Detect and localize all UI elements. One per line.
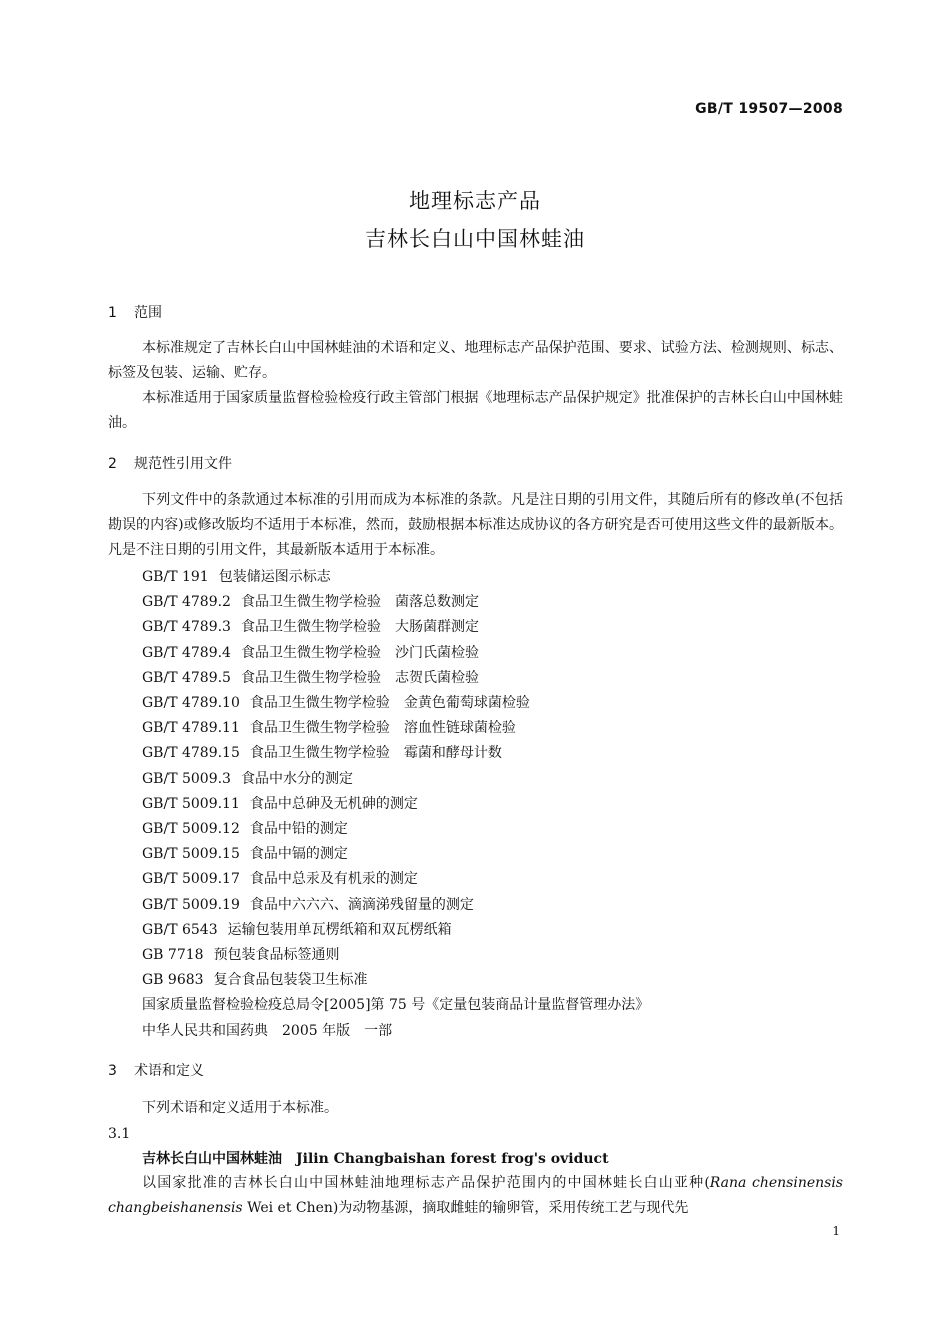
reference-code: GB/T 5009.11 <box>142 795 240 812</box>
reference-title: 食品中水分的测定 <box>240 770 353 787</box>
reference-title: 食品卫生微生物学检验 志贺氏菌检验 <box>240 669 479 686</box>
reference-item <box>142 666 649 691</box>
reference-code: GB 9683 <box>142 972 204 989</box>
term-number: 3.1 <box>108 1126 131 1142</box>
reference-code: GB/T 191 <box>142 569 209 585</box>
definition-text-2: Wei et Chen)为动物基源，摘取雌蛙的输卵管，采用传统工艺与现代先 <box>242 1200 689 1216</box>
reference-item <box>142 691 649 716</box>
reference-item <box>142 867 649 892</box>
page-number: 1 <box>832 1224 840 1238</box>
reference-code: GB/T 4789.2 <box>142 594 231 611</box>
reference-title: 食品中六六六、滴滴涕残留量的测定 <box>249 896 474 913</box>
reference-title: 食品中铅的测定 <box>249 821 348 838</box>
reference-item <box>142 817 649 842</box>
reference-code: GB/T 4789.11 <box>142 720 240 737</box>
section-3-heading <box>108 1060 204 1080</box>
reference-title: 中华人民共和国药典 2005 年版 一部 <box>142 1022 393 1039</box>
section-title: 规范性引用文件 <box>134 456 232 472</box>
reference-item <box>142 565 649 590</box>
term-title <box>142 1148 609 1168</box>
reference-code: GB/T 5009.15 <box>142 846 240 863</box>
reference-item <box>142 943 649 968</box>
reference-item <box>142 968 649 993</box>
reference-code: GB/T 5009.12 <box>142 821 240 838</box>
reference-item <box>142 918 649 943</box>
reference-title: 食品中总汞及有机汞的测定 <box>249 871 418 888</box>
reference-title: 运输包装用单瓦楞纸箱和双瓦楞纸箱 <box>227 921 452 938</box>
reference-item <box>142 641 649 666</box>
section-1-heading <box>108 302 162 322</box>
reference-item <box>142 741 649 766</box>
section-number: 2 <box>108 456 117 472</box>
reference-title: 食品中镉的测定 <box>249 846 348 863</box>
reference-title: 食品卫生微生物学检验 大肠菌群测定 <box>240 619 479 636</box>
reference-title: 食品卫生微生物学检验 沙门氏菌检验 <box>240 644 479 661</box>
reference-item <box>142 1019 649 1044</box>
section-number: 1 <box>108 305 117 321</box>
title-line-2: 吉林长白山中国林蛙油 <box>365 227 585 251</box>
reference-title: 食品卫生微生物学检验 霉菌和酵母计数 <box>249 745 502 762</box>
reference-code: GB/T 4789.10 <box>142 695 240 712</box>
standard-number: GB/T 19507—2008 <box>695 101 843 117</box>
reference-title: 食品中总砷及无机砷的测定 <box>249 795 418 812</box>
reference-title: 国家质量监督检验检疫总局令[2005]第 75 号《定量包装商品计量监督管理办法》 <box>142 997 650 1014</box>
section-3-intro: 下列术语和定义适用于本标准。 <box>142 1100 338 1116</box>
reference-item <box>142 590 649 615</box>
term-definition <box>108 1171 843 1221</box>
reference-title: 食品卫生微生物学检验 菌落总数测定 <box>240 594 479 611</box>
reference-title: 预包装食品标签通则 <box>213 947 340 964</box>
section-1-paragraph-1: 本标准规定了吉林长白山中国林蛙油的术语和定义、地理标志产品保护范围、要求、试验方法、检测规则、标志、标签及包装、运输、贮存。 <box>108 340 843 381</box>
definition-text-1: 以国家批准的吉林长白山中国林蛙油地理标志产品保护范围内的中国林蛙长白山亚种( <box>142 1175 710 1191</box>
reference-code: GB/T 6543 <box>142 921 218 938</box>
term-english: Jilin Changbaishan forest frog's oviduct <box>296 1151 609 1167</box>
section-title: 术语和定义 <box>134 1063 204 1079</box>
reference-item <box>142 893 649 918</box>
section-2-heading <box>108 453 232 473</box>
reference-title: 食品卫生微生物学检验 金黄色葡萄球菌检验 <box>249 695 530 712</box>
reference-code: GB/T 4789.5 <box>142 669 231 686</box>
reference-title: 复合食品包装袋卫生标准 <box>213 972 368 989</box>
reference-item <box>142 792 649 817</box>
term-chinese: 吉林长白山中国林蛙油 <box>142 1151 282 1167</box>
reference-code: GB/T 4789.15 <box>142 745 240 762</box>
reference-code: GB 7718 <box>142 947 204 964</box>
section-2-intro: 下列文件中的条款通过本标准的引用而成为本标准的条款。凡是注日期的引用文件，其随后所有的修改单(不包括勘误的内容)或修改版均不适用于本标准，然而，鼓励根据本标准达成协议的各方研究是否可使用这些文件的最新版本。凡是不注日期的引用文件，其最新版本适用于本标准。 <box>108 492 843 558</box>
reference-code: GB/T 5009.19 <box>142 896 240 913</box>
reference-item <box>142 615 649 640</box>
section-number: 3 <box>108 1063 117 1079</box>
reference-list <box>142 565 649 1044</box>
reference-code: GB/T 4789.3 <box>142 619 231 636</box>
section-1-paragraph-2: 本标准适用于国家质量监督检验检疫行政主管部门根据《地理标志产品保护规定》批准保护的吉林长白山中国林蛙油。 <box>108 390 843 431</box>
reference-item <box>142 842 649 867</box>
reference-item <box>142 716 649 741</box>
definition-latin-name: Rana chensinensis changbeishanensis <box>108 1175 843 1216</box>
title-line-1: 地理标志产品 <box>409 189 541 213</box>
reference-title: 食品卫生微生物学检验 溶血性链球菌检验 <box>249 720 516 737</box>
reference-item <box>142 993 649 1018</box>
section-title: 范围 <box>134 305 162 321</box>
reference-code: GB/T 4789.4 <box>142 644 231 661</box>
reference-code: GB/T 5009.17 <box>142 871 240 888</box>
reference-item <box>142 767 649 792</box>
reference-title: 包装储运图示标志 <box>218 569 331 585</box>
reference-code: GB/T 5009.3 <box>142 770 231 787</box>
